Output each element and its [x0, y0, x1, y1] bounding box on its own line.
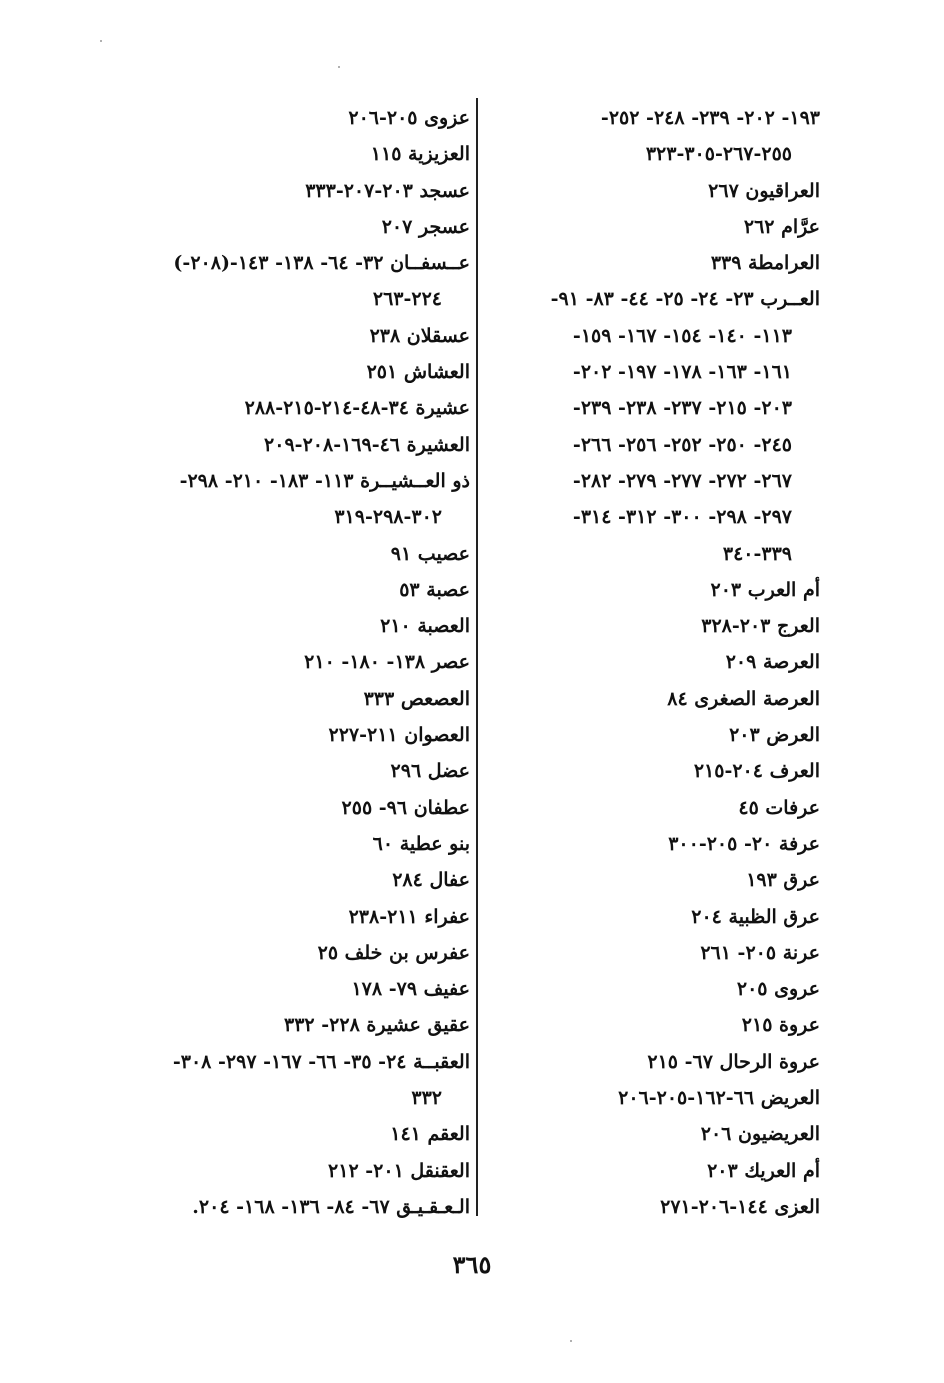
index-entry: العقبــة ٢٤- ٣٥- ٦٦- ١٦٧- ٢٩٧- ٣٠٨- — [172, 1050, 470, 1073]
index-entry: العصعص ٣٣٣ — [363, 687, 470, 710]
index-entry: ٢٢٤-٢٦٣ — [372, 288, 442, 311]
index-entry: ٣٠٢-٢٩٨-٣١٩ — [334, 506, 442, 529]
index-entry: عسقلان ٢٣٨ — [369, 324, 470, 347]
index-entry: أم العريك ٢٠٣ — [707, 1159, 820, 1182]
index-entry: عرَّام ٢٦٢ — [743, 215, 820, 238]
index-entry: عرفات ٤٥ — [738, 796, 820, 819]
index-entry: ٢٩٧- ٢٩٨- ٣٠٠- ٣١٢- ٣١٤- — [572, 506, 792, 529]
scan-speck — [338, 66, 340, 68]
index-entry: عفال ٢٨٤ — [392, 869, 470, 892]
index-entry: ٢٠٣- ٢١٥- ٢٣٧- ٢٣٨- ٢٣٩- — [572, 397, 792, 420]
index-entry: العرج ٢٠٣-٣٢٨ — [701, 615, 820, 638]
index-entry: العرصة ٢٠٩ — [725, 651, 820, 674]
index-entry: ١١٣- ١٤٠- ١٥٤- ١٦٧- ١٥٩- — [572, 324, 792, 347]
index-entry: العرض ٢٠٣ — [729, 724, 820, 747]
index-entry: ذو العــشيــرة ١١٣- ١٨٣- ٢١٠- ٢٩٨- — [179, 469, 470, 492]
index-entry: ٣٣٢ — [411, 1087, 442, 1110]
index-entry: العقم ١٤١ — [390, 1123, 470, 1146]
index-entry: ١٩٣- ٢٠٢- ٢٣٩- ٢٤٨- ٢٥٢- — [600, 107, 820, 129]
index-entry: عروى ٢٠٥ — [736, 978, 820, 1001]
index-entry: عزوى ٢٠٥-٢٠٦ — [348, 107, 470, 129]
index-entry: العقنقل ٢٠١- ٢١٢ — [328, 1159, 470, 1182]
index-entry: العصوان ٢١١-٢٢٧ — [328, 724, 470, 747]
index-entry: العــرب ٢٣- ٢٤- ٢٥- ٤٤- ٨٣- ٩١- — [550, 288, 820, 311]
index-entry: ٢٤٥- ٢٥٠- ٢٥٢- ٢٥٦- ٢٦٦- — [572, 433, 792, 456]
index-entry: العشيرة ٤٦-١٦٩-٢٠٨-٢٠٩ — [264, 433, 470, 456]
index-entry: عــسفــان ٣٢- ٦٤- ١٣٨- ١٤٣-(٢٠٨-) — [173, 252, 470, 275]
index-entry: عصر ١٣٨- ١٨٠- ٢١٠ — [304, 651, 470, 674]
index-entry: العرصة الصغرى ٨٤ — [667, 687, 820, 710]
index-entry: عفرس بن خلف ٢٥ — [317, 941, 470, 964]
index-entry: عقيق عشيرة ٢٢٨- ٣٣٢ — [284, 1014, 470, 1037]
index-entry: عصبة ٥٣ — [399, 578, 470, 601]
index-entry: عسجر ٢٠٧ — [381, 215, 470, 238]
index-entry: العشاش ٢٥١ — [366, 361, 470, 384]
index-entry: العرف ٢٠٤-٢١٥ — [693, 760, 820, 783]
scan-speck — [100, 40, 102, 42]
index-entry: ٢٥٥-٢٦٧-٣٠٥-٣٢٣ — [645, 143, 792, 166]
index-entry: عطفان ٩٦- ٢٥٥ — [341, 796, 470, 819]
index-entry: العريض ٦٦-١٦٢-٢٠٥-٢٠٦ — [618, 1087, 820, 1110]
index-entry: عرق الظبية ٢٠٤ — [691, 905, 820, 928]
index-entry: عشيرة ٣٤-٤٨-٢١٤-٢١٥-٢٨٨ — [244, 397, 470, 420]
column-divider — [476, 98, 478, 1216]
index-entry: عسجد ٢٠٣-٢٠٧-٣٣٣ — [305, 179, 470, 202]
index-entry: عفيف ٧٩- ١٧٨ — [351, 978, 470, 1001]
index-entry: العزى ١٤٤-٢٠٦-٢٧١ — [660, 1195, 820, 1218]
index-entry: عصيب ٩١ — [390, 542, 470, 565]
scan-speck — [570, 1340, 572, 1342]
index-entry: العرامطة ٣٣٩ — [710, 252, 820, 275]
index-entry: عفراء ٢١١-٢٣٨ — [348, 905, 470, 928]
page-number: ٣٦٥ — [452, 1250, 492, 1279]
index-entry: عرفة ٢٠- ٢٠٥-٣٠٠ — [668, 832, 820, 855]
index-entry: أم العرب ٢٠٣ — [710, 578, 820, 601]
index-entry: العراقيون ٢٦٧ — [708, 179, 820, 202]
index-entry: ١٦١- ١٦٣- ١٧٨- ١٩٧- ٢٠٢- — [572, 361, 792, 384]
index-entry: عرق ١٩٣ — [746, 869, 820, 892]
index-entry: عروة ٢١٥ — [741, 1014, 820, 1037]
index-entry: بنو عطية ٦٠ — [372, 832, 470, 855]
index-entry: العزيزية ١١٥ — [370, 143, 470, 166]
index-column-left — [130, 100, 470, 1225]
index-column-right — [488, 100, 820, 1225]
index-entry: عرنة ٢٠٥- ٢٦١ — [700, 941, 820, 964]
index-entry: العريضيون ٢٠٦ — [700, 1123, 820, 1146]
index-entry: عروة الرحال ٦٧- ٢١٥ — [647, 1050, 820, 1073]
index-entry: العصبة ٢١٠ — [380, 615, 470, 638]
index-entry: عضل ٢٩٦ — [390, 760, 470, 783]
index-entry: ٢٦٧- ٢٧٢- ٢٧٧- ٢٧٩- ٢٨٢- — [572, 469, 792, 492]
index-entry: الـعـقـيـق ٦٧- ٨٤- ١٣٦- ١٦٨- ٢٠٤. — [192, 1195, 470, 1218]
index-entry: ٣٣٩-٣٤٠ — [722, 542, 792, 565]
